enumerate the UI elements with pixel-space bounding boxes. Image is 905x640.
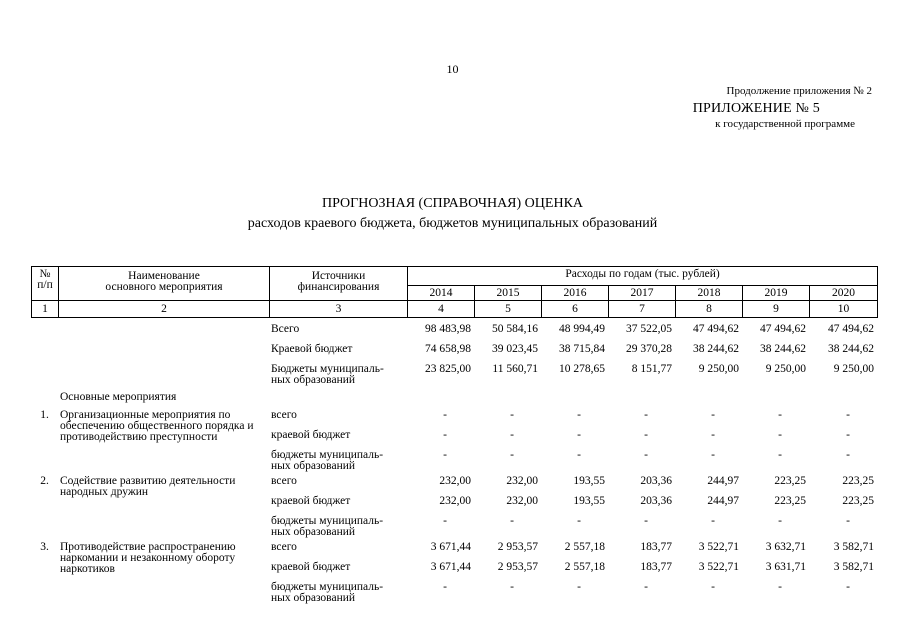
expense-value: 3 522,71	[698, 541, 739, 553]
header-col-number: 2	[59, 301, 270, 318]
expense-value: -	[711, 409, 715, 421]
header-col-source: Источники финансирования	[270, 267, 408, 301]
header-year: 2014	[408, 286, 475, 301]
empty-cell	[58, 322, 269, 342]
table-row	[31, 474, 877, 494]
expense-value: 223,25	[842, 475, 874, 487]
expense-value: 223,25	[842, 495, 874, 507]
expense-value: 244,97	[707, 495, 739, 507]
expense-value: 38 244,62	[828, 343, 874, 355]
expense-value: 50 584,16	[492, 323, 538, 335]
data-table	[31, 322, 877, 606]
expense-value: 10 278,65	[559, 363, 605, 375]
expense-value: -	[846, 429, 850, 441]
table-header	[31, 266, 878, 318]
item-name: Организационные мероприятия по обеспечению общественного порядка и противодействию преступности	[60, 409, 254, 443]
expense-value: 3 671,44	[430, 561, 471, 573]
expense-value: -	[510, 409, 514, 421]
header-col-number: 1	[32, 301, 59, 318]
header-col-number: 8	[676, 301, 743, 318]
expense-value: -	[510, 515, 514, 527]
expense-value: -	[711, 581, 715, 593]
funding-source: всего	[271, 541, 297, 553]
expense-value: -	[846, 449, 850, 461]
appendix-subtitle: к государственной программе	[715, 118, 855, 130]
expense-value: 3 582,71	[833, 541, 874, 553]
item-name: Содействие развитию деятельности народных дружин	[60, 475, 236, 498]
expense-value: -	[443, 581, 447, 593]
expense-value: -	[778, 449, 782, 461]
header-year: 2019	[743, 286, 810, 301]
expense-value: 232,00	[506, 475, 538, 487]
expense-value: 3 631,71	[765, 561, 806, 573]
table-row	[31, 322, 877, 342]
table-row	[31, 362, 877, 388]
header-col-expenses: Расходы по годам (тыс. рублей)	[408, 267, 878, 286]
funding-source: краевой бюджет	[271, 561, 351, 573]
empty-cell	[31, 362, 58, 388]
header-col-number: 9	[743, 301, 810, 318]
expense-value: 232,00	[506, 495, 538, 507]
expense-value: 8 151,77	[631, 363, 672, 375]
header-year: 2015	[475, 286, 542, 301]
expense-value: 2 557,18	[564, 541, 605, 553]
expense-value: -	[711, 515, 715, 527]
expense-value: -	[577, 449, 581, 461]
expense-value: 223,25	[774, 475, 806, 487]
table-row	[31, 408, 877, 428]
empty-cell	[58, 342, 269, 362]
funding-source: бюджеты муниципаль- ных образований	[271, 449, 384, 472]
expense-value: -	[846, 581, 850, 593]
expense-value: 9 250,00	[833, 363, 874, 375]
expense-value: -	[711, 429, 715, 441]
item-number: 3.	[40, 541, 49, 553]
expense-value: 48 994,49	[559, 323, 605, 335]
funding-source: всего	[271, 409, 297, 421]
table-row	[31, 342, 877, 362]
expense-value: 193,55	[573, 475, 605, 487]
expense-value: 232,00	[439, 495, 471, 507]
empty-cell	[31, 388, 58, 408]
funding-source: бюджеты муниципаль- ных образований	[271, 581, 384, 604]
header-col-number: 6	[542, 301, 609, 318]
expense-value: 203,36	[640, 495, 672, 507]
expense-value: 232,00	[439, 475, 471, 487]
expense-value: 9 250,00	[765, 363, 806, 375]
empty-cell	[31, 322, 58, 342]
expense-value: 193,55	[573, 495, 605, 507]
header-year: 2020	[810, 286, 878, 301]
page-number: 10	[446, 62, 459, 76]
expense-value: 2 953,57	[497, 561, 538, 573]
expense-value: -	[443, 515, 447, 527]
item-name: Противодействие распространению наркомании и незаконному обороту наркотиков	[60, 541, 236, 575]
document-subtitle: расходов краевого бюджета, бюджетов муниципальных образований	[247, 216, 658, 231]
expense-value: 2 557,18	[564, 561, 605, 573]
expense-value: 244,97	[707, 475, 739, 487]
expense-value: 47 494,62	[760, 323, 806, 335]
expense-value: -	[644, 429, 648, 441]
expense-value: 2 953,57	[497, 541, 538, 553]
section-row	[31, 388, 877, 408]
expense-value: 38 244,62	[693, 343, 739, 355]
header-col-number: 10	[810, 301, 878, 318]
expense-value: -	[644, 449, 648, 461]
expense-value: -	[577, 409, 581, 421]
funding-source: Всего	[271, 323, 300, 335]
expense-value: 23 825,00	[425, 363, 471, 375]
expense-value: 3 671,44	[430, 541, 471, 553]
expense-value: -	[778, 429, 782, 441]
section-label: Основные мероприятия	[60, 391, 177, 403]
expense-value: -	[443, 449, 447, 461]
header-year: 2018	[676, 286, 743, 301]
expense-value: -	[510, 581, 514, 593]
document-title: ПРОГНОЗНАЯ (СПРАВОЧНАЯ) ОЦЕНКА	[321, 196, 584, 211]
expense-value: 37 522,05	[626, 323, 672, 335]
expense-value: -	[778, 515, 782, 527]
expense-value: 223,25	[774, 495, 806, 507]
expense-value: 39 023,45	[492, 343, 538, 355]
expense-value: -	[846, 409, 850, 421]
header-col-name: Наименование основного мероприятия	[59, 267, 270, 301]
empty-cell	[58, 362, 269, 388]
expense-value: 38 715,84	[559, 343, 605, 355]
expense-value: 11 560,71	[492, 363, 538, 375]
funding-source: Бюджеты муниципаль- ных образований	[271, 363, 384, 386]
expense-value: -	[644, 515, 648, 527]
expense-value: 47 494,62	[828, 323, 874, 335]
expense-value: -	[846, 515, 850, 527]
header-col-number: 7	[609, 301, 676, 318]
funding-source: краевой бюджет	[271, 495, 351, 507]
empty-cell	[31, 342, 58, 362]
expense-value: 203,36	[640, 475, 672, 487]
expense-value: 47 494,62	[693, 323, 739, 335]
expense-value: -	[778, 409, 782, 421]
header-col-number: 4	[408, 301, 475, 318]
header-year: 2016	[542, 286, 609, 301]
expense-value: -	[644, 581, 648, 593]
funding-source: бюджеты муниципаль- ных образований	[271, 515, 384, 538]
funding-source: Краевой бюджет	[271, 343, 353, 355]
expense-value: -	[644, 409, 648, 421]
expense-value: -	[443, 429, 447, 441]
item-number: 1.	[40, 409, 49, 421]
expense-value: 9 250,00	[698, 363, 739, 375]
header-col-no: № п/п	[32, 267, 59, 301]
expense-value: 183,77	[640, 541, 672, 553]
header-col-number: 3	[270, 301, 408, 318]
expense-value: 98 483,98	[425, 323, 471, 335]
header-col-number: 5	[475, 301, 542, 318]
expense-value: 38 244,62	[760, 343, 806, 355]
expense-value: -	[778, 581, 782, 593]
expense-value: -	[510, 429, 514, 441]
expense-value: -	[711, 449, 715, 461]
expense-value: 3 632,71	[765, 541, 806, 553]
expense-value: -	[510, 449, 514, 461]
funding-source: краевой бюджет	[271, 429, 351, 441]
expense-value: 29 370,28	[626, 343, 672, 355]
expense-value: -	[577, 515, 581, 527]
expense-value: -	[577, 581, 581, 593]
appendix-title: ПРИЛОЖЕНИЕ № 5	[692, 101, 820, 116]
header-year: 2017	[609, 286, 676, 301]
expense-value: 183,77	[640, 561, 672, 573]
expense-value: 3 582,71	[833, 561, 874, 573]
continuation-note: Продолжение приложения № 2	[726, 85, 872, 97]
item-number: 2.	[40, 475, 49, 487]
table-row	[31, 540, 877, 560]
expense-value: -	[443, 409, 447, 421]
funding-source: всего	[271, 475, 297, 487]
expense-value: -	[577, 429, 581, 441]
expense-value: 74 658,98	[425, 343, 471, 355]
expense-value: 3 522,71	[698, 561, 739, 573]
